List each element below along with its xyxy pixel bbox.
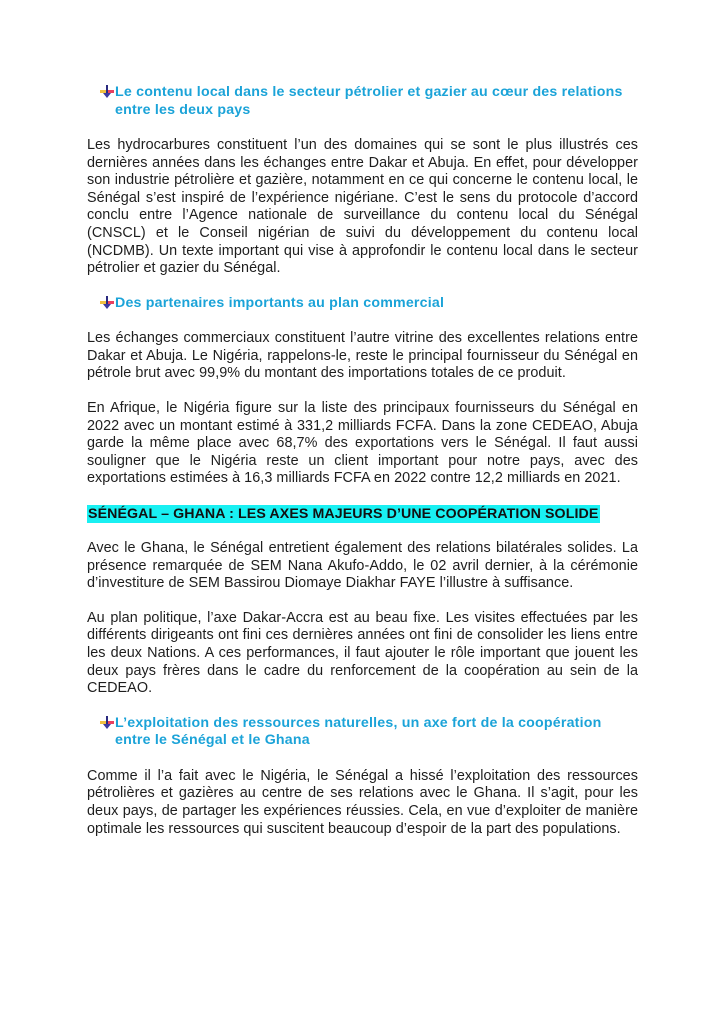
subheading-text: Des partenaires importants au plan commercial	[115, 294, 445, 311]
arrow-down-bullet-icon	[100, 716, 114, 730]
section-title-wrapper	[87, 505, 638, 523]
document-page	[87, 84, 638, 838]
paragraph-political-axis: Au plan politique, l’axe Dakar-Accra est au beau fixe. Les visites effectuées par les différents dirigeants ont fini ces dernières années ont fini de consolider les liens entre les deux Nations. A ces performances, il faut ajouter le rôle important que jouent les deux pays frères dans le cadre du renforcement de la coopération au sein de la CEDEAO.	[87, 609, 638, 697]
arrow-down-bullet-icon	[100, 296, 114, 310]
paragraph-resource-exploitation: Comme il l’a fait avec le Nigéria, le Sénégal a hissé l’exploitation des ressources pétrolières et gazières au centre de ses relations avec le Ghana. Il s’agit, pour les deux pays, de partager les expériences réussies. Cela, en vue d’exploiter de manière optimale les ressources qui suscitent beaucoup d’espoir de la part des populations.	[87, 767, 638, 837]
subheading-natural-resources	[87, 715, 638, 750]
arrow-down-bullet-icon	[100, 85, 114, 99]
paragraph-ghana-relations: Avec le Ghana, le Sénégal entretient également des relations bilatérales solides. La présence remarquée de SEM Nana Akufo-Addo, le 02 avril dernier, à la cérémonie d’investiture de SEM Bassirou Diomaye Diakhar FAYE l’illustre à suffisance.	[87, 540, 638, 592]
subheading-text: L’exploitation des ressources naturelles, un axe fort de la coopération entre le Sénégal et le Ghana	[115, 714, 602, 749]
paragraph-trade-exchanges: Les échanges commerciaux constituent l’autre vitrine des excellentes relations entre Dakar et Abuja. Le Nigéria, rappelons-le, reste le principal fournisseur du Sénégal en pétrole brut avec 99,9% du montant des importations totales de ce produit.	[87, 330, 638, 382]
subheading-local-content	[87, 84, 638, 119]
subheading-commercial-partners	[87, 295, 638, 313]
paragraph-hydrocarbons: Les hydrocarbures constituent l’un des domaines qui se sont le plus illustrés ces dernières années dans les échanges entre Dakar et Abuja. En effet, pour développer son industrie pétrolière et gazière, notamment en ce qui concerne le contenu local, le Sénégal s’est inspiré de l’expérience nigériane. C’est le sens du protocole d’accord conclu entre l’Agence nationale de surveillance du contenu local du Sénégal (CNSCL) et le Conseil nigérian de suivi du développement du contenu local (NCDMB). Un texte important qui vise à approfondir le contenu local dans le secteur pétrolier et gazier du Sénégal.	[87, 137, 638, 277]
paragraph-africa-suppliers: En Afrique, le Nigéria figure sur la liste des principaux fournisseurs du Sénégal en 2022 avec un montant estimé à 331,2 milliards FCFA. Dans la zone CEDEAO, Abuja garde la même place avec 68,7% des exportations vers le Sénégal. Il faut aussi souligner que le Nigéria reste un client important pour notre pays, avec des exportations estimées à 16,3 milliards FCFA en 2022 contre 12,2 milliards en 2021.	[87, 400, 638, 487]
subheading-text: Le contenu local dans le secteur pétrolier et gazier au cœur des relations entre les deux pays	[115, 84, 623, 118]
section-title-senegal-ghana: SÉNÉGAL – GHANA : LES AXES MAJEURS D’UNE COOPÉRATION SOLIDE	[88, 506, 599, 522]
